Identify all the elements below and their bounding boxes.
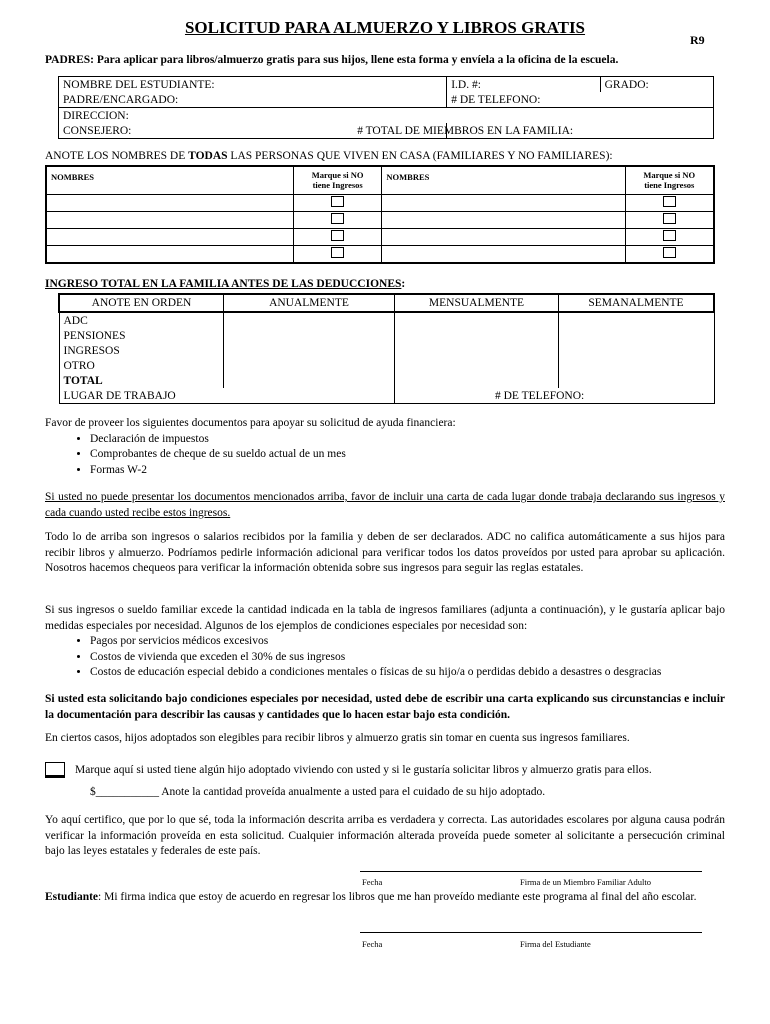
income-input[interactable] <box>224 373 395 388</box>
household-name-input[interactable] <box>46 228 293 245</box>
no-income-checkbox[interactable] <box>331 247 344 258</box>
no-income-checkbox[interactable] <box>663 247 676 258</box>
student-name-field[interactable]: NOMBRE DEL ESTUDIANTE: <box>59 77 447 93</box>
no-income-checkbox[interactable] <box>663 230 676 241</box>
income-input[interactable] <box>224 358 395 373</box>
special-needs-item: • Pagos por servicios médicos excesivos <box>90 634 725 650</box>
income-input[interactable] <box>395 328 559 343</box>
income-input[interactable] <box>559 373 715 388</box>
student-statement: Estudiante: Mi firma indica que estoy de acuerdo en regresar los libros que me han proveído mediante este programa al final del año escolar. <box>45 891 697 903</box>
adult-signature-line[interactable] <box>360 871 702 872</box>
income-input[interactable] <box>395 312 559 328</box>
form-code: R9 <box>690 33 705 47</box>
id-field[interactable]: I.D. #: <box>447 77 600 93</box>
letter-note: Si usted no puede presentar los documentos mencionados arriba, favor de incluir una carta de cada lugar donde trabaja declarando sus ingresos y cada cuando usted recibe estos ingresos. <box>45 491 725 519</box>
col-annual: ANUALMENTE <box>224 294 395 312</box>
income-input[interactable] <box>395 343 559 358</box>
income-input[interactable] <box>559 358 715 373</box>
sig1-signature-label: Firma de un Miembro Familiar Adulto <box>520 877 652 887</box>
income-input[interactable] <box>559 343 715 358</box>
income-input[interactable] <box>395 358 559 373</box>
parent-field[interactable]: PADRE/ENCARGADO: <box>59 92 447 108</box>
sig2-signature-label: Firma del Estudiante <box>520 939 591 949</box>
sig1-date-label: Fecha <box>362 877 383 887</box>
income-input[interactable] <box>559 328 715 343</box>
income-row-label: PENSIONES <box>59 328 224 343</box>
income-input[interactable] <box>224 343 395 358</box>
income-input[interactable] <box>224 328 395 343</box>
col-monthly: MENSUALMENTE <box>395 294 559 312</box>
no-income-checkbox[interactable] <box>331 230 344 241</box>
documents-section <box>45 416 725 478</box>
adopted-checkbox[interactable] <box>45 762 65 778</box>
income-input[interactable] <box>395 373 559 388</box>
intro-text: PADRES: Para aplicar para libros/almuerzo gratis para sus hijos, llene esta forma y envíela a la oficina de la escuela. <box>45 54 619 66</box>
special-needs-item: • Costos de vivienda que exceden el 30% de sus ingresos <box>90 650 725 666</box>
special-needs-item: • Costos de educación especial debido a condiciones mentales o físicas de su hijo/a o perdidas debido a desastres o desgracias <box>90 665 725 681</box>
counselor-field[interactable]: CONSEJERO: <box>59 123 447 139</box>
income-row-label: OTRO <box>59 358 224 373</box>
household-name-input[interactable] <box>46 211 293 228</box>
document-item: • Declaración de impuestos <box>90 432 725 448</box>
adopted-checkbox-label: Marque aquí si usted tiene algún hijo adoptado viviendo con usted y si le gustaría solicitar libros y almuerzo gratis para ellos. <box>75 764 652 776</box>
household-name-input[interactable] <box>382 211 625 228</box>
document-item: • Comprobantes de cheque de su sueldo actual de un mes <box>90 447 725 463</box>
no-income-checkbox[interactable] <box>331 196 344 207</box>
family-members-field[interactable]: # TOTAL DE MIEMBROS EN LA FAMILIA: <box>447 123 714 139</box>
workplace-phone-field[interactable]: # DE TELEFONO: <box>395 388 715 404</box>
income-row-label: INGRESOS <box>59 343 224 358</box>
phone-field[interactable]: # DE TELEFONO: <box>447 92 714 108</box>
workplace-field[interactable]: LUGAR DE TRABAJO <box>59 388 395 404</box>
household-name-input[interactable] <box>382 228 625 245</box>
income-heading: INGRESO TOTAL EN LA FAMILIA ANTES DE LAS DEDUCCIONES: <box>45 278 406 290</box>
address-field[interactable]: DIRECCION: <box>59 108 714 124</box>
special-needs-intro: Si sus ingresos o sueldo familiar excede la cantidad indicada en la tabla de ingresos familiares (adjunta a continuación), y le gustaría aplicar bajo medidas especiales por necesidad. Algunos de los ejemplos de condiciones especiales por necesidad son: <box>45 604 725 632</box>
document-item: • Formas W-2 <box>90 463 725 479</box>
household-name-input[interactable] <box>382 194 625 211</box>
income-input[interactable] <box>224 312 395 328</box>
student-signature-line[interactable] <box>360 932 702 933</box>
col-weekly: SEMANALMENTE <box>559 294 715 312</box>
documents-intro: Favor de proveer los siguientes documentos para apoyar su solicitud de ayuda financiera: <box>45 417 456 429</box>
household-name-input[interactable] <box>46 245 293 263</box>
col-no-income-left: Marque si NO tiene Ingresos <box>293 166 381 194</box>
col-order: ANOTE EN ORDEN <box>59 294 224 312</box>
income-total-label: TOTAL <box>59 373 224 388</box>
adopted-note: En ciertos casos, hijos adoptados son elegibles para recibir libros y almuerzo gratis sin tomar en cuenta sus ingresos familiares. <box>45 732 630 744</box>
household-heading: ANOTE LOS NOMBRES DE TODAS LAS PERSONAS QUE VIVEN EN CASA (FAMILIARES Y NO FAMILIARES): <box>45 150 613 162</box>
special-letter-note: Si usted esta solicitando bajo condiciones especiales por necesidad, usted debe de escribir una carta explicando sus circunstancias e incluir la documentación para describir las causas y cantidades que lo hacen estar bajo esta condición. <box>45 693 725 721</box>
income-input[interactable] <box>559 312 715 328</box>
no-income-checkbox[interactable] <box>663 196 676 207</box>
no-income-checkbox[interactable] <box>663 213 676 224</box>
sig2-date-label: Fecha <box>362 939 383 949</box>
household-name-input[interactable] <box>382 245 625 263</box>
certification-text: Yo aquí certifico, que por lo que sé, toda la información descrita arriba es verdadera y correcta. Las autoridades escolares por alguna causa podrán verificar la información proveída en esta solicitud. Cualquier información alterada proveída puede someter al solicitante a persecución criminal bajo las leyes estatales y federales de este país. <box>45 814 725 857</box>
special-needs-section <box>45 603 725 681</box>
income-declared-text: Todo lo de arriba son ingresos o salarios recibidos por la familia y deben de ser declarados. ADC no califica automáticamente a sus hijos para recibir libros y almuerzo. Podríamos pedirle información adicional para verificar todos los datos proveídos por usted para aprobar su aplicación. Nosotros hacemos chequeos para verificar la información obtenida sobre sus ingresos para seguir las reglas estatales. <box>45 531 725 574</box>
income-row-label: ADC <box>59 312 224 328</box>
income-table <box>58 293 715 404</box>
household-name-input[interactable] <box>46 194 293 211</box>
col-no-income-right: Marque si NO tiene Ingresos <box>625 166 714 194</box>
form-title: SOLICITUD PARA ALMUERZO Y LIBROS GRATIS <box>184 18 586 37</box>
adopted-amount-field[interactable]: $___________ Anote la cantidad proveída anualmente a usted para el cuidado de su hijo adoptado. <box>90 786 546 798</box>
household-table <box>45 165 715 264</box>
student-info-table <box>58 76 714 139</box>
no-income-checkbox[interactable] <box>331 213 344 224</box>
col-names-right: NOMBRES <box>382 166 625 194</box>
col-names-left: NOMBRES <box>46 166 293 194</box>
grade-field[interactable]: GRADO: <box>600 77 713 93</box>
